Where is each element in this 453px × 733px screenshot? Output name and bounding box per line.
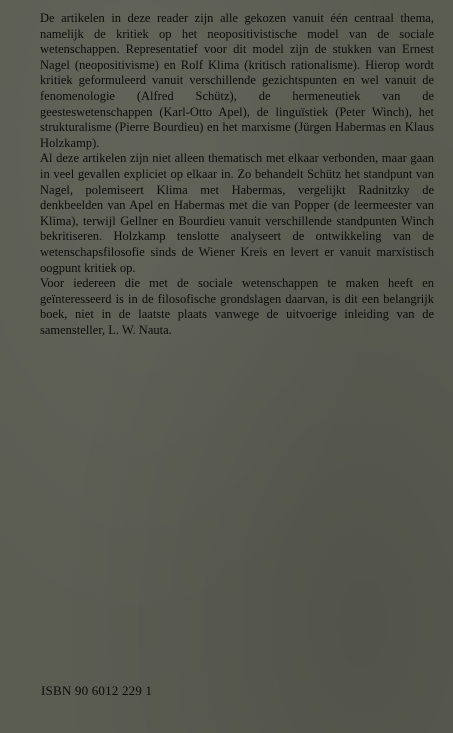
- blurb-paragraph-1: De artikelen in deze reader zijn alle gekozen vanuit één centraal thema, namelijk de kritiek op het neopositivistische model van de sociale wetenschappen. Representatief voor dit model zijn de stukken van Ernest Nagel (neopositivisme) en Rolf Klima (kritisch rationalisme). Hierop wordt kritiek geformuleerd vanuit verschillende gezichtspunten en wel vanuit de fenomenologie (Alfred Schütz), de hermeneutiek van de geesteswetenschappen (Karl-Otto Apel), de linguïstiek (Peter Winch), het strukturalisme (Pierre Bourdieu) en het marxisme (Jürgen Habermas en Klaus Holzkamp).: [40, 11, 434, 150]
- cover-blurb: [40, 11, 434, 338]
- blurb-paragraph-3: Voor iedereen die met de sociale wetenschappen te maken heeft en geïnteresseerd is in de filosofische grondslagen daarvan, is dit een belangrijk boek, niet in de laatste plaats vanwege de uitvoerige inleiding van de samensteller, L. W. Nauta.: [40, 276, 434, 337]
- blurb-paragraph-2: Al deze artikelen zijn niet alleen thematisch met elkaar verbonden, maar gaan in veel gevallen expliciet op elkaar in. Zo behandelt Schütz het standpunt van Nagel, polemiseert Klima met Habermas, vergelijkt Radnitzky de denkbeelden van Apel en Habermas met die van Popper (de leermeester van Klima), terwijl Gellner en Bourdieu vanuit verschillende standpunten Winch bekritiseren. Holzkamp tenslotte analyseert de ontwikkeling van de wetenschapsfilosofie sinds de Wiener Kreis en levert er vanuit marxistisch oogpunt kritiek op.: [40, 151, 434, 275]
- isbn-number: ISBN 90 6012 229 1: [41, 683, 153, 698]
